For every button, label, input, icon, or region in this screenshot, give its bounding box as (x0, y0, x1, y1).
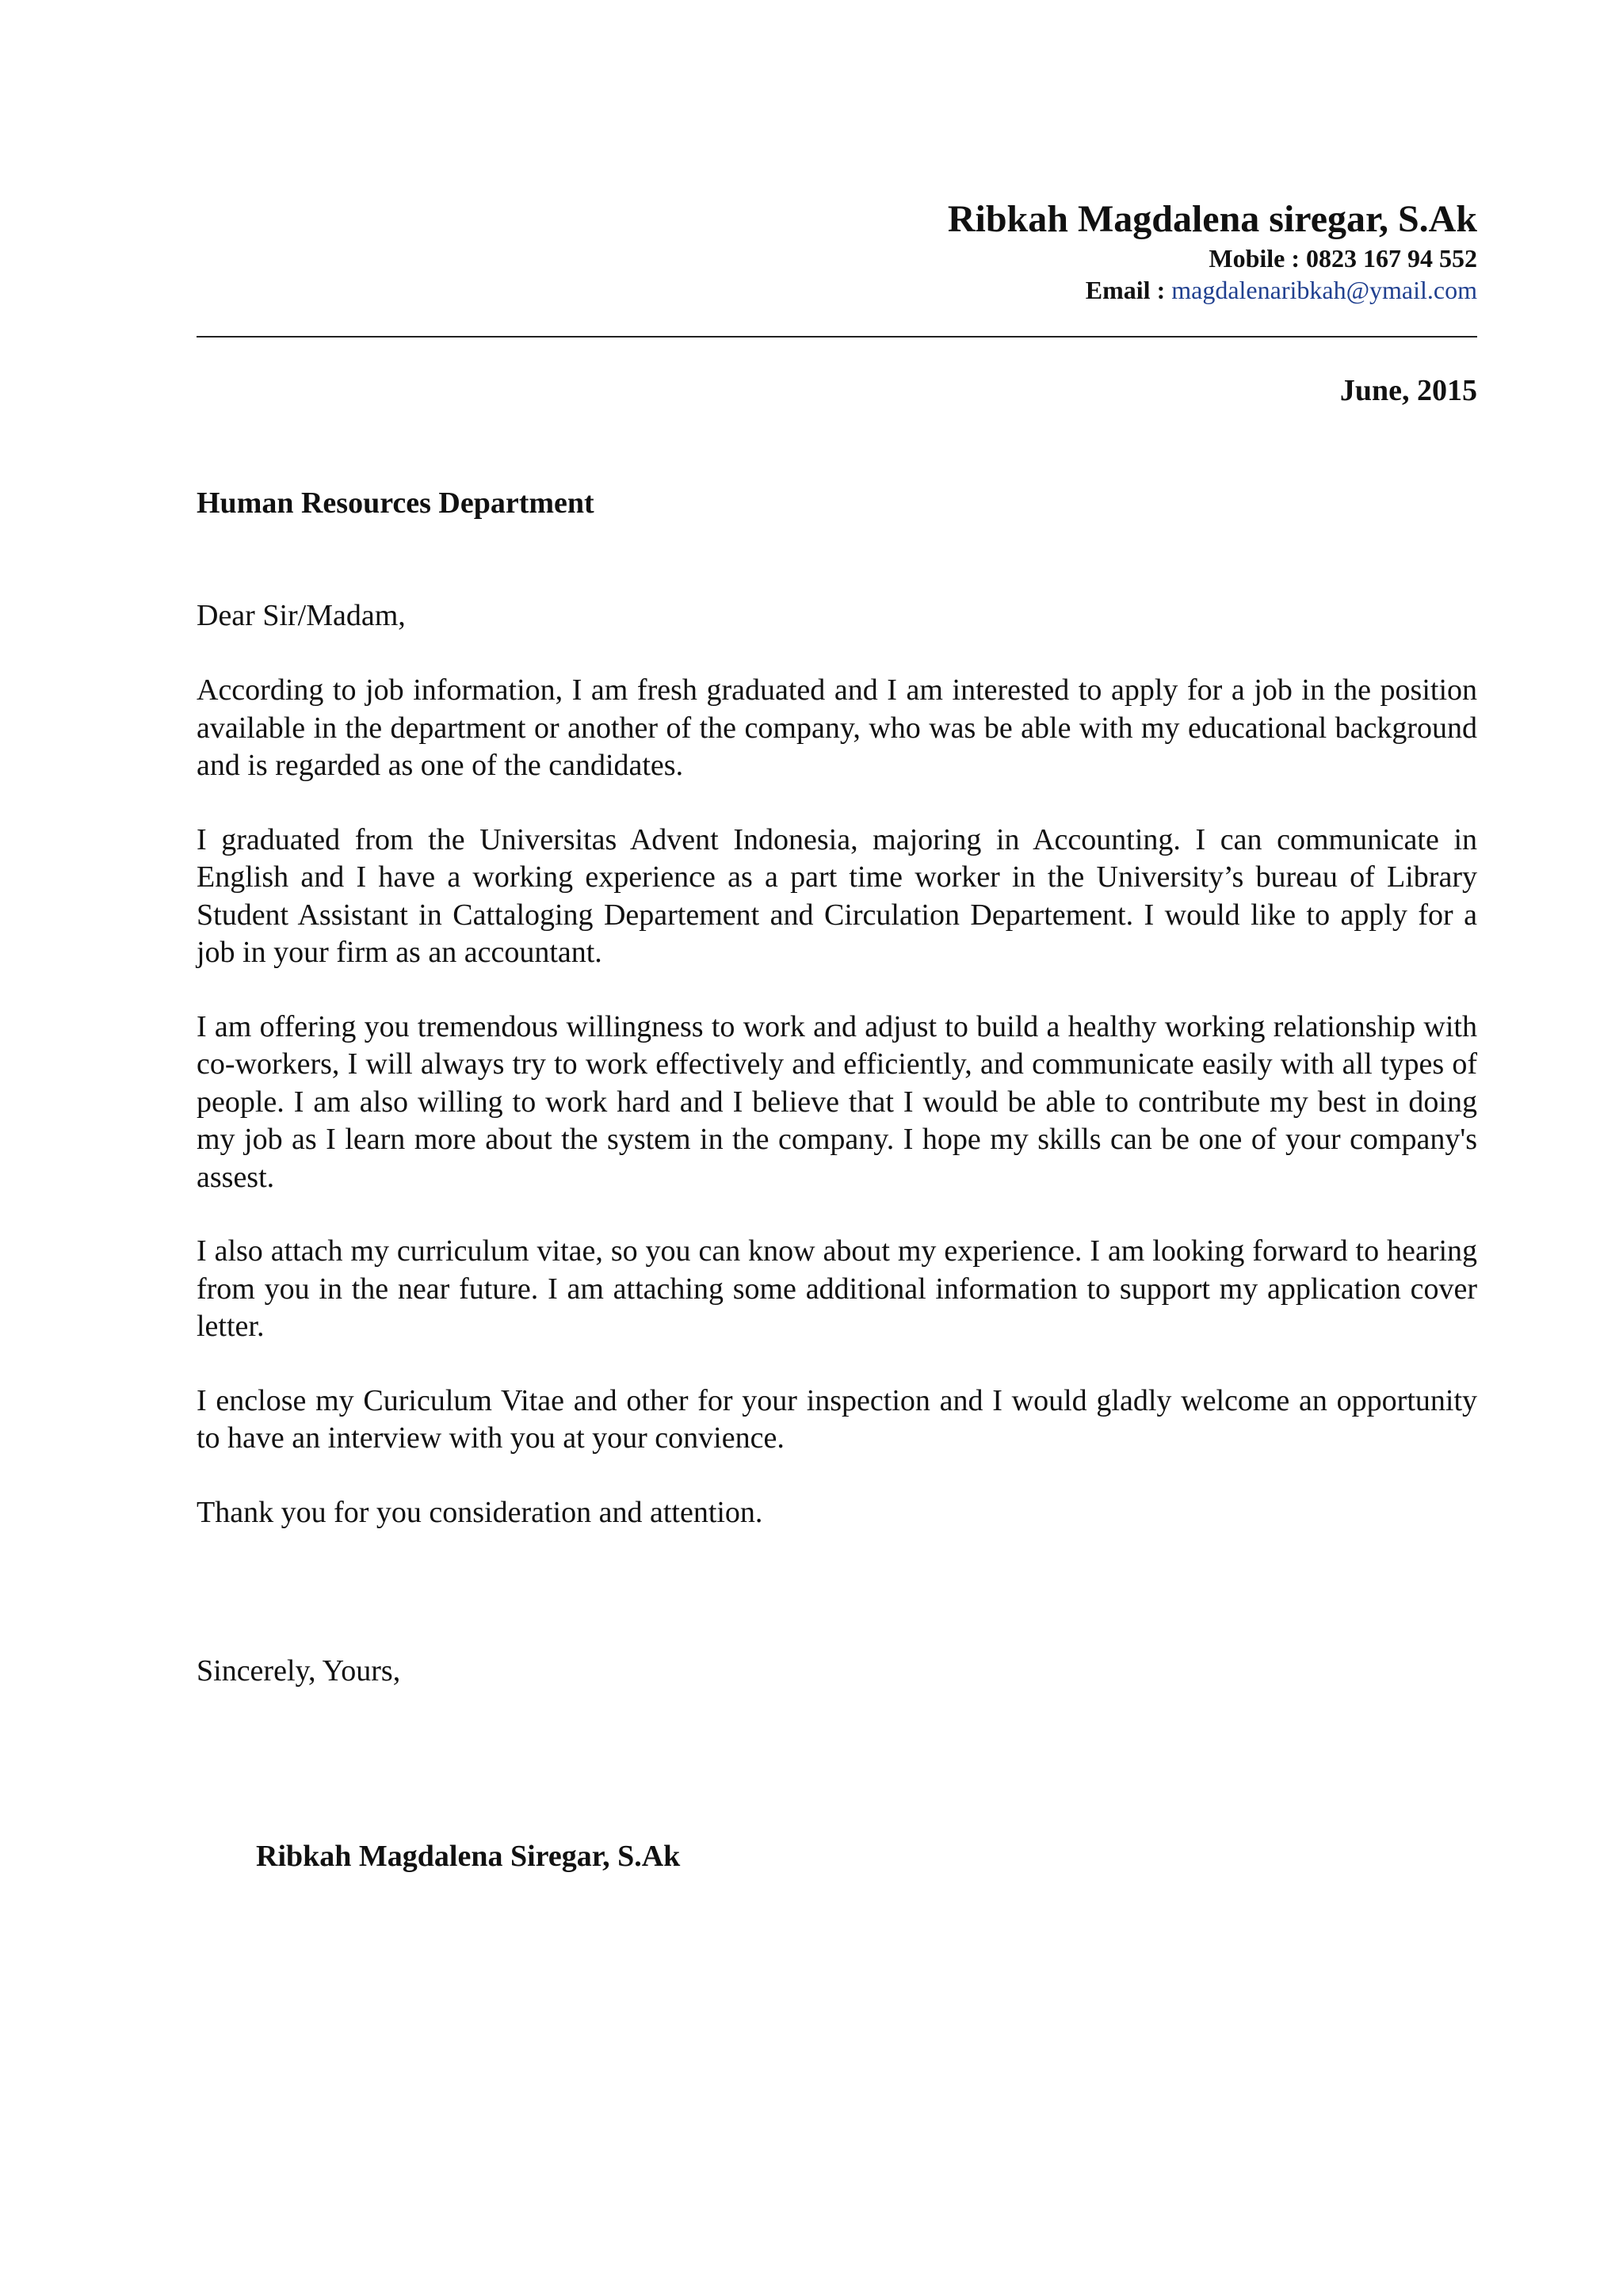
paragraph: Thank you for you consideration and attention. (197, 1495, 763, 1529)
letter-date: June, 2015 (1339, 374, 1477, 407)
recipient: Human Resources Department (197, 486, 594, 520)
sender-name: Ribkah Magdalena siregar, S.Ak (947, 198, 1477, 240)
paragraph: According to job information, I am fresh graduated and I am interested to apply for a job in the position available in the department or another of the company, who was be able with my educational background and is regarded as one of the candidates. (197, 673, 1477, 782)
letter-header (948, 196, 1477, 306)
paragraph: I am offering you tremendous willingness to work and adjust to build a healthy working relationship with co-workers, I will always try to work effectively and efficiently, and communicate easily with all types of people. I am also willing to work hard and I believe that I would be able to contribute my best in doing my job as I learn more about the system in the company. I hope my skills can be one of your company's assest. (197, 1009, 1477, 1194)
greeting: Dear Sir/Madam, (197, 599, 406, 632)
signature-name: Ribkah Magdalena Siregar, S.Ak (256, 1840, 681, 1873)
paragraph: I graduated from the Universitas Advent Indonesia, majoring in Accounting. I can communicate in English and I have a working experience as a part time worker in the University’s bureau of Library Student Assistant in Cattaloging Departement and Circulation Departement. I would like to apply for a job in your firm as an accountant. (197, 822, 1477, 969)
email-link[interactable]: magdalenaribkah@ymail.com (1171, 276, 1477, 304)
email-label: Email : (1085, 276, 1172, 304)
paragraph: I also attach my curriculum vitae, so you can know about my experience. I am looking forward to hearing from you in the near future. I am attaching some additional information to support my application cover letter. (197, 1234, 1477, 1343)
mobile-line (948, 242, 1477, 274)
closing: Sincerely, Yours, (197, 1654, 401, 1688)
mobile-label: Mobile : (1209, 244, 1306, 273)
header-divider (197, 336, 1477, 338)
paragraph: I enclose my Curiculum Vitae and other for your inspection and I would gladly welcome an opportunity to have an interview with you at your convience. (197, 1383, 1477, 1455)
letter-body (197, 672, 1477, 1568)
email-line (948, 274, 1477, 306)
mobile-number: 0823 167 94 552 (1306, 244, 1477, 273)
